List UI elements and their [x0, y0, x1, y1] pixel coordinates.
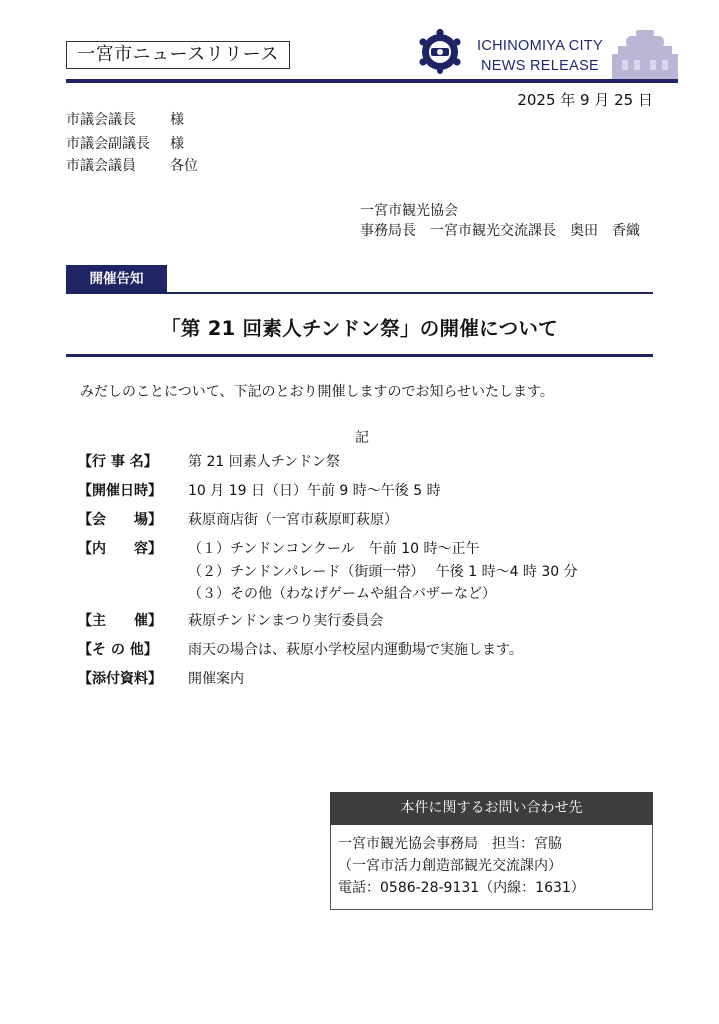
- detail-value: 雨天の場合は、萩原小学校屋内運動場で実施します。: [188, 642, 523, 658]
- recipient-title: 市議会議員: [66, 158, 136, 174]
- sender-name: 事務局長 一宮市観光交流課長 奥田 香織: [360, 223, 640, 239]
- contact-phone: 電話：0586-28-9131（内線：1631）: [338, 880, 585, 896]
- detail-row-content: [78, 539, 480, 559]
- detail-label: 【行 事 名】: [78, 454, 158, 470]
- detail-label: 【そ の 他】: [78, 642, 158, 658]
- announcement-tag: 開催告知: [66, 265, 167, 293]
- content-item-3: （３）その他（わなげゲームや組合バザーなど）: [188, 586, 496, 602]
- city-seal-icon: [417, 28, 463, 74]
- news-release-title: 一宮市ニュースリリース: [66, 41, 290, 69]
- detail-value: （１）チンドンコンクール 午前 10 時～正午: [188, 541, 480, 557]
- header-rule: [66, 79, 678, 83]
- detail-row-venue: [78, 510, 398, 530]
- detail-value: 萩原チンドンまつり実行委員会: [188, 613, 384, 629]
- detail-value: 10 月 19 日（日）午前 9 時～午後 5 時: [188, 483, 441, 499]
- recipient-line: [66, 134, 184, 154]
- detail-value: 開催案内: [188, 671, 244, 687]
- contact-department: （一宮市活力創造部観光交流課内）: [338, 858, 562, 874]
- recipient-title: 市議会議長: [66, 112, 136, 128]
- contact-heading: 本件に関するお問い合わせ先: [330, 792, 653, 825]
- detail-label: 【会 場】: [78, 512, 162, 528]
- recipient-line: [66, 156, 198, 176]
- recipient-title: 市議会副議長: [66, 136, 150, 152]
- detail-row-other: [78, 640, 523, 660]
- detail-row-attachment: [78, 669, 244, 689]
- ki-marker: 記: [355, 430, 369, 446]
- detail-label: 【内 容】: [78, 541, 162, 557]
- recipient-honorific: 各位: [170, 158, 198, 174]
- recipient-honorific: 様: [170, 112, 184, 128]
- city-hall-building-icon: [612, 28, 678, 82]
- city-en-line2: NEWS RELEASE: [480, 58, 600, 74]
- headline-top-rule: [66, 292, 653, 294]
- detail-row-event-name: [78, 452, 341, 472]
- detail-value: 第 21 回素人チンドン祭: [188, 454, 341, 470]
- detail-row-organizer: [78, 611, 384, 631]
- city-name-english: [470, 36, 610, 76]
- contact-box: [330, 825, 653, 910]
- issue-date: 2025 年 9 月 25 日: [517, 91, 653, 109]
- detail-row-datetime: [78, 481, 441, 501]
- headline: 「第 21 回素人チンドン祭」の開催について: [161, 317, 558, 340]
- sender-organization: 一宮市観光協会: [360, 203, 458, 219]
- detail-label: 【添付資料】: [78, 671, 162, 687]
- detail-label: 【開催日時】: [78, 483, 162, 499]
- content-item-2: （２）チンドンパレード（街頭一帯） 午後 1 時～4 時 30 分: [188, 564, 578, 580]
- contact-office: 一宮市観光協会事務局 担当：宮脇: [338, 836, 562, 852]
- headline-bottom-rule: [66, 354, 653, 357]
- detail-value: 萩原商店街（一宮市萩原町萩原）: [188, 512, 398, 528]
- city-en-line1: ICHINOMIYA CITY: [477, 38, 603, 54]
- recipient-line: [66, 110, 184, 130]
- recipient-honorific: 様: [170, 136, 184, 152]
- lead-paragraph: みだしのことについて、下記のとおり開催しますのでお知らせいたします。: [80, 384, 554, 400]
- detail-label: 【主 催】: [78, 613, 162, 629]
